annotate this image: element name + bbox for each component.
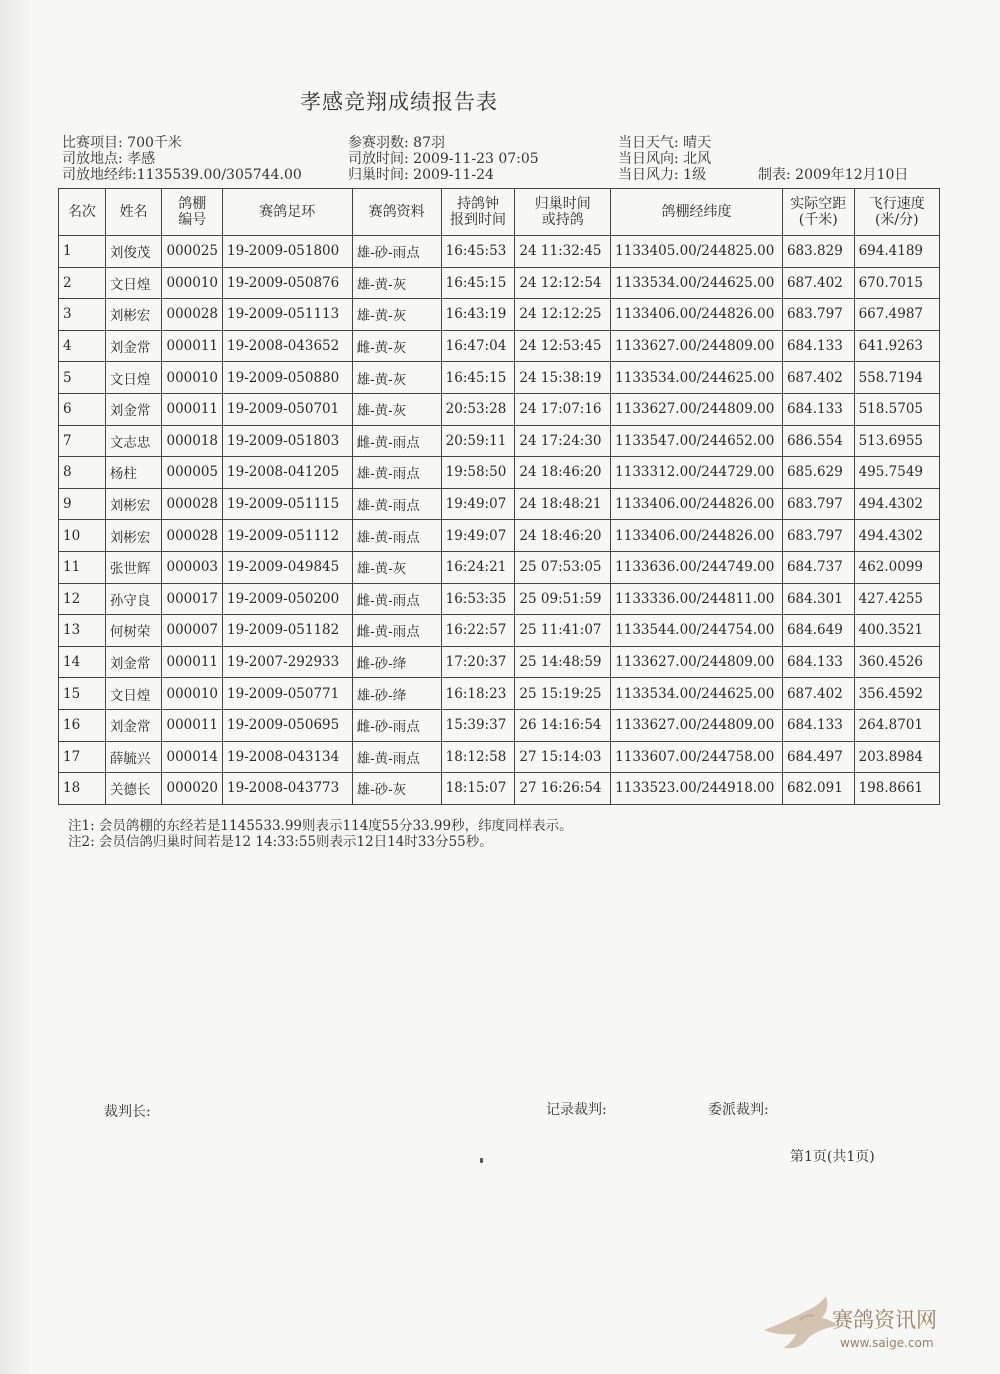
table-cell: 16:22:57 — [441, 615, 515, 647]
table-cell: 雄-黄-雨点 — [352, 741, 441, 773]
column-header: 赛鸽足环 — [223, 189, 353, 236]
table-cell: 刘金常 — [105, 393, 162, 425]
table-cell: 25 14:48:59 — [515, 646, 611, 678]
meta-column-1 — [62, 135, 302, 183]
table-cell: 684.301 — [782, 583, 854, 615]
table-cell: 16:47:04 — [441, 330, 515, 362]
table-row — [59, 488, 940, 520]
table-cell: 000010 — [162, 678, 223, 710]
column-header: 持鸽钟 报到时间 — [441, 189, 515, 236]
table-header-row — [59, 189, 940, 236]
table-body — [59, 236, 940, 805]
meta-item: 司放地点: 孝感 — [62, 151, 156, 167]
column-header: 飞行速度 (米/分) — [854, 189, 939, 236]
table-cell: 2 — [59, 267, 106, 299]
table-cell: 684.133 — [782, 330, 854, 362]
table-cell: 雄-砂-灰 — [352, 773, 441, 805]
table-cell: 15 — [59, 678, 106, 710]
meta-item: 司放地经纬:1135539.00/305744.00 — [62, 167, 302, 183]
column-header: 实际空距 (千米) — [782, 189, 854, 236]
table-cell: 6 — [59, 393, 106, 425]
table-cell: 264.8701 — [854, 709, 939, 741]
table-cell: 19-2009-051800 — [223, 236, 353, 268]
table-cell: 683.797 — [782, 299, 854, 331]
table-cell: 000003 — [162, 551, 223, 583]
table-cell: 518.5705 — [854, 393, 939, 425]
meta-item: 比赛项目: 700千米 — [62, 135, 182, 151]
table-cell: 刘俊茂 — [105, 236, 162, 268]
table-cell: 000028 — [162, 299, 223, 331]
table-cell: 19-2009-050200 — [223, 583, 353, 615]
table-cell: 670.7015 — [854, 267, 939, 299]
table-cell: 000014 — [162, 741, 223, 773]
table-cell: 000011 — [162, 330, 223, 362]
table-cell: 18 — [59, 773, 106, 805]
scan-edge — [0, 0, 30, 1374]
table-cell: 356.4592 — [854, 678, 939, 710]
table-cell: 427.4255 — [854, 583, 939, 615]
table-cell: 641.9263 — [854, 330, 939, 362]
table-cell: 雌-砂-绛 — [352, 646, 441, 678]
table-cell: 684.133 — [782, 393, 854, 425]
table-cell: 25 09:51:59 — [515, 583, 611, 615]
table-cell: 360.4526 — [854, 646, 939, 678]
table-cell: 刘金常 — [105, 330, 162, 362]
table-cell: 685.629 — [782, 457, 854, 489]
table-cell: 683.829 — [782, 236, 854, 268]
table-cell: 000028 — [162, 488, 223, 520]
meta-item: 当日风力: 1级 — [618, 167, 707, 183]
table-cell: 1133534.00/244625.00 — [611, 678, 783, 710]
table-cell: 000011 — [162, 393, 223, 425]
table-cell: 雄-黄-灰 — [352, 393, 441, 425]
table-row — [59, 457, 940, 489]
meta-item: 当日风向: 北风 — [618, 151, 712, 167]
table-cell: 000011 — [162, 646, 223, 678]
column-header: 赛鸽资料 — [352, 189, 441, 236]
table-cell: 14 — [59, 646, 106, 678]
table-row — [59, 393, 940, 425]
table-cell: 1 — [59, 236, 106, 268]
table-cell: 19-2009-050701 — [223, 393, 353, 425]
table-cell: 19-2009-050771 — [223, 678, 353, 710]
table-cell: 刘金常 — [105, 646, 162, 678]
table-cell: 刘彬宏 — [105, 299, 162, 331]
table-cell: 19-2009-050695 — [223, 709, 353, 741]
table-cell: 000005 — [162, 457, 223, 489]
table-cell: 687.402 — [782, 678, 854, 710]
table-cell: 400.3521 — [854, 615, 939, 647]
table-cell: 20:59:11 — [441, 425, 515, 457]
table-cell: 24 17:07:16 — [515, 393, 611, 425]
column-header: 名次 — [59, 189, 106, 236]
table-cell: 684.133 — [782, 646, 854, 678]
table-cell: 1133406.00/244826.00 — [611, 488, 783, 520]
meta-item: 司放时间: 2009-11-23 07:05 — [348, 151, 539, 167]
table-cell: 12 — [59, 583, 106, 615]
table-cell: 667.4987 — [854, 299, 939, 331]
table-cell: 雄-黄-雨点 — [352, 457, 441, 489]
table-cell: 雄-砂-雨点 — [352, 236, 441, 268]
table-cell: 19-2009-051115 — [223, 488, 353, 520]
table-cell: 24 18:46:20 — [515, 520, 611, 552]
assigned-referee-label: 委派裁判: — [708, 1102, 769, 1118]
table-cell: 000020 — [162, 773, 223, 805]
table-cell: 686.554 — [782, 425, 854, 457]
table-cell: 19-2008-043134 — [223, 741, 353, 773]
table-cell: 684.497 — [782, 741, 854, 773]
table-cell: 19-2009-051803 — [223, 425, 353, 457]
table-cell: 684.133 — [782, 709, 854, 741]
note-1: 注1: 会员鸽棚的东经若是1145533.99则表示114度55分33.99秒，纬度同样表示。 — [68, 818, 573, 834]
table-cell: 文日煌 — [105, 678, 162, 710]
table-cell: 孙守良 — [105, 583, 162, 615]
recorder-referee-label: 记录裁判: — [546, 1102, 607, 1118]
table-cell: 1133406.00/244826.00 — [611, 520, 783, 552]
table-cell: 558.7194 — [854, 362, 939, 394]
note-2: 注2: 会员信鸽归巢时间若是12 14:33:55则表示12日14时33分55秒。 — [68, 834, 493, 850]
table-cell: 25 15:19:25 — [515, 678, 611, 710]
table-cell: 513.6955 — [854, 425, 939, 457]
table-row — [59, 520, 940, 552]
table-cell: 13 — [59, 615, 106, 647]
table-cell: 494.4302 — [854, 520, 939, 552]
table-cell: 11 — [59, 551, 106, 583]
table-cell: 000010 — [162, 362, 223, 394]
column-header: 归巢时间 或持鸽 — [515, 189, 611, 236]
table-cell: 7 — [59, 425, 106, 457]
table-cell: 1133547.00/244652.00 — [611, 425, 783, 457]
table-cell: 16:45:53 — [441, 236, 515, 268]
table-cell: 687.402 — [782, 362, 854, 394]
table-cell: 27 15:14:03 — [515, 741, 611, 773]
table-cell: 000018 — [162, 425, 223, 457]
meta-item: 当日天气: 晴天 — [618, 135, 712, 151]
column-header: 鸽棚 编号 — [162, 189, 223, 236]
table-cell: 19-2009-051182 — [223, 615, 353, 647]
table-cell: 文志忠 — [105, 425, 162, 457]
chief-referee-label: 裁判长: — [104, 1104, 151, 1120]
table-cell: 000028 — [162, 520, 223, 552]
results-table — [58, 188, 940, 805]
watermark-site-name: 赛鸽资讯网 — [832, 1308, 937, 1332]
table-cell: 8 — [59, 457, 106, 489]
table-cell: 1133405.00/244825.00 — [611, 236, 783, 268]
table-cell: 495.7549 — [854, 457, 939, 489]
table-cell: 雄-黄-灰 — [352, 267, 441, 299]
table-cell: 684.737 — [782, 551, 854, 583]
table-cell: 17 — [59, 741, 106, 773]
table-cell: 关德长 — [105, 773, 162, 805]
table-cell: 9 — [59, 488, 106, 520]
table-cell: 雄-黄-雨点 — [352, 520, 441, 552]
table-cell: 694.4189 — [854, 236, 939, 268]
table-cell: 4 — [59, 330, 106, 362]
meta-column-2 — [348, 135, 539, 183]
table-cell: 462.0099 — [854, 551, 939, 583]
table-cell: 16:45:15 — [441, 362, 515, 394]
table-cell: 刘彬宏 — [105, 520, 162, 552]
table-cell: 24 12:53:45 — [515, 330, 611, 362]
table-cell: 19:49:07 — [441, 520, 515, 552]
meta-column-3 — [618, 135, 711, 183]
table-cell: 19-2009-051113 — [223, 299, 353, 331]
table-cell: 雌-砂-雨点 — [352, 709, 441, 741]
table-cell: 198.8661 — [854, 773, 939, 805]
table-cell: 16:43:19 — [441, 299, 515, 331]
table-cell: 文日煌 — [105, 267, 162, 299]
table-cell: 3 — [59, 299, 106, 331]
table-cell: 684.649 — [782, 615, 854, 647]
table-row — [59, 267, 940, 299]
table-cell: 1133312.00/244729.00 — [611, 457, 783, 489]
table-cell: 1133534.00/244625.00 — [611, 267, 783, 299]
table-cell: 24 11:32:45 — [515, 236, 611, 268]
table-cell: 27 16:26:54 — [515, 773, 611, 805]
table-cell: 000017 — [162, 583, 223, 615]
table-cell: 203.8984 — [854, 741, 939, 773]
table-cell: 25 07:53:05 — [515, 551, 611, 583]
notes — [68, 818, 573, 850]
table-cell: 1133636.00/244749.00 — [611, 551, 783, 583]
table-row — [59, 646, 940, 678]
table-cell: 刘彬宏 — [105, 488, 162, 520]
table-cell: 24 18:48:21 — [515, 488, 611, 520]
watermark-url: www.saige.com — [840, 1336, 934, 1350]
table-cell: 1133627.00/244809.00 — [611, 393, 783, 425]
column-header: 鸽棚经纬度 — [611, 189, 783, 236]
table-cell: 1133627.00/244809.00 — [611, 330, 783, 362]
table-cell: 雌-黄-雨点 — [352, 615, 441, 647]
table-cell: 19:49:07 — [441, 488, 515, 520]
table-cell: 16:18:23 — [441, 678, 515, 710]
table-cell: 24 18:46:20 — [515, 457, 611, 489]
table-row — [59, 773, 940, 805]
table-row — [59, 362, 940, 394]
table-cell: 1133544.00/244754.00 — [611, 615, 783, 647]
table-cell: 19-2008-041205 — [223, 457, 353, 489]
table-cell: 19-2008-043773 — [223, 773, 353, 805]
table-cell: 19-2009-050880 — [223, 362, 353, 394]
table-cell: 24 12:12:54 — [515, 267, 611, 299]
report-title: 孝感竞翔成绩报告表 — [300, 90, 498, 114]
table-cell: 687.402 — [782, 267, 854, 299]
table-cell: 682.091 — [782, 773, 854, 805]
table-cell: 19:58:50 — [441, 457, 515, 489]
table-cell: 19-2009-051112 — [223, 520, 353, 552]
table-cell: 何树荣 — [105, 615, 162, 647]
table-cell: 雄-黄-雨点 — [352, 488, 441, 520]
table-row — [59, 583, 940, 615]
table-row — [59, 299, 940, 331]
table-cell: 19-2007-292933 — [223, 646, 353, 678]
table-cell: 26 14:16:54 — [515, 709, 611, 741]
table-cell: 10 — [59, 520, 106, 552]
table-cell: 000025 — [162, 236, 223, 268]
table-cell: 1133534.00/244625.00 — [611, 362, 783, 394]
speck — [480, 1158, 483, 1163]
table-cell: 刘金常 — [105, 709, 162, 741]
table-cell: 张世辉 — [105, 551, 162, 583]
table-cell: 24 17:24:30 — [515, 425, 611, 457]
table-cell: 494.4302 — [854, 488, 939, 520]
table-cell: 683.797 — [782, 520, 854, 552]
table-cell: 16:45:15 — [441, 267, 515, 299]
table-cell: 15:39:37 — [441, 709, 515, 741]
table-cell: 18:12:58 — [441, 741, 515, 773]
table-cell: 19-2008-043652 — [223, 330, 353, 362]
table-cell: 19-2009-049845 — [223, 551, 353, 583]
table-cell: 000011 — [162, 709, 223, 741]
table-cell: 1133336.00/244811.00 — [611, 583, 783, 615]
table-row — [59, 425, 940, 457]
table-row — [59, 330, 940, 362]
table-cell: 16 — [59, 709, 106, 741]
table-cell: 1133523.00/244918.00 — [611, 773, 783, 805]
table-row — [59, 615, 940, 647]
table-cell: 16:53:35 — [441, 583, 515, 615]
table-cell: 杨柱 — [105, 457, 162, 489]
page-number: 第1页(共1页) — [790, 1149, 875, 1165]
table-cell: 25 11:41:07 — [515, 615, 611, 647]
table-cell: 雄-黄-灰 — [352, 299, 441, 331]
table-row — [59, 709, 940, 741]
meta-item: 参赛羽数: 87羽 — [348, 135, 445, 151]
table-cell: 000007 — [162, 615, 223, 647]
table-cell: 雌-黄-雨点 — [352, 583, 441, 615]
table-cell: 000010 — [162, 267, 223, 299]
table-cell: 5 — [59, 362, 106, 394]
table-cell: 20:53:28 — [441, 393, 515, 425]
table-cell: 雌-黄-雨点 — [352, 425, 441, 457]
table-row — [59, 741, 940, 773]
table-cell: 雄-砂-绛 — [352, 678, 441, 710]
table-cell: 薛毓兴 — [105, 741, 162, 773]
table-cell: 19-2009-050876 — [223, 267, 353, 299]
column-header: 姓名 — [105, 189, 162, 236]
table-cell: 24 15:38:19 — [515, 362, 611, 394]
table-cell: 1133607.00/244758.00 — [611, 741, 783, 773]
table-cell: 1133406.00/244826.00 — [611, 299, 783, 331]
table-cell: 雌-黄-灰 — [352, 330, 441, 362]
table-row — [59, 678, 940, 710]
table-cell: 16:24:21 — [441, 551, 515, 583]
meta-item: 归巢时间: 2009-11-24 — [348, 167, 494, 183]
table-cell: 雄-黄-灰 — [352, 551, 441, 583]
table-cell: 雄-黄-灰 — [352, 362, 441, 394]
table-cell: 18:15:07 — [441, 773, 515, 805]
table-cell: 1133627.00/244809.00 — [611, 709, 783, 741]
made-date: 制表: 2009年12月10日 — [758, 167, 909, 183]
table-cell: 24 12:12:25 — [515, 299, 611, 331]
table-cell: 17:20:37 — [441, 646, 515, 678]
table-row — [59, 236, 940, 268]
table-row — [59, 551, 940, 583]
table-cell: 683.797 — [782, 488, 854, 520]
table-cell: 1133627.00/244809.00 — [611, 646, 783, 678]
table-cell: 文日煌 — [105, 362, 162, 394]
